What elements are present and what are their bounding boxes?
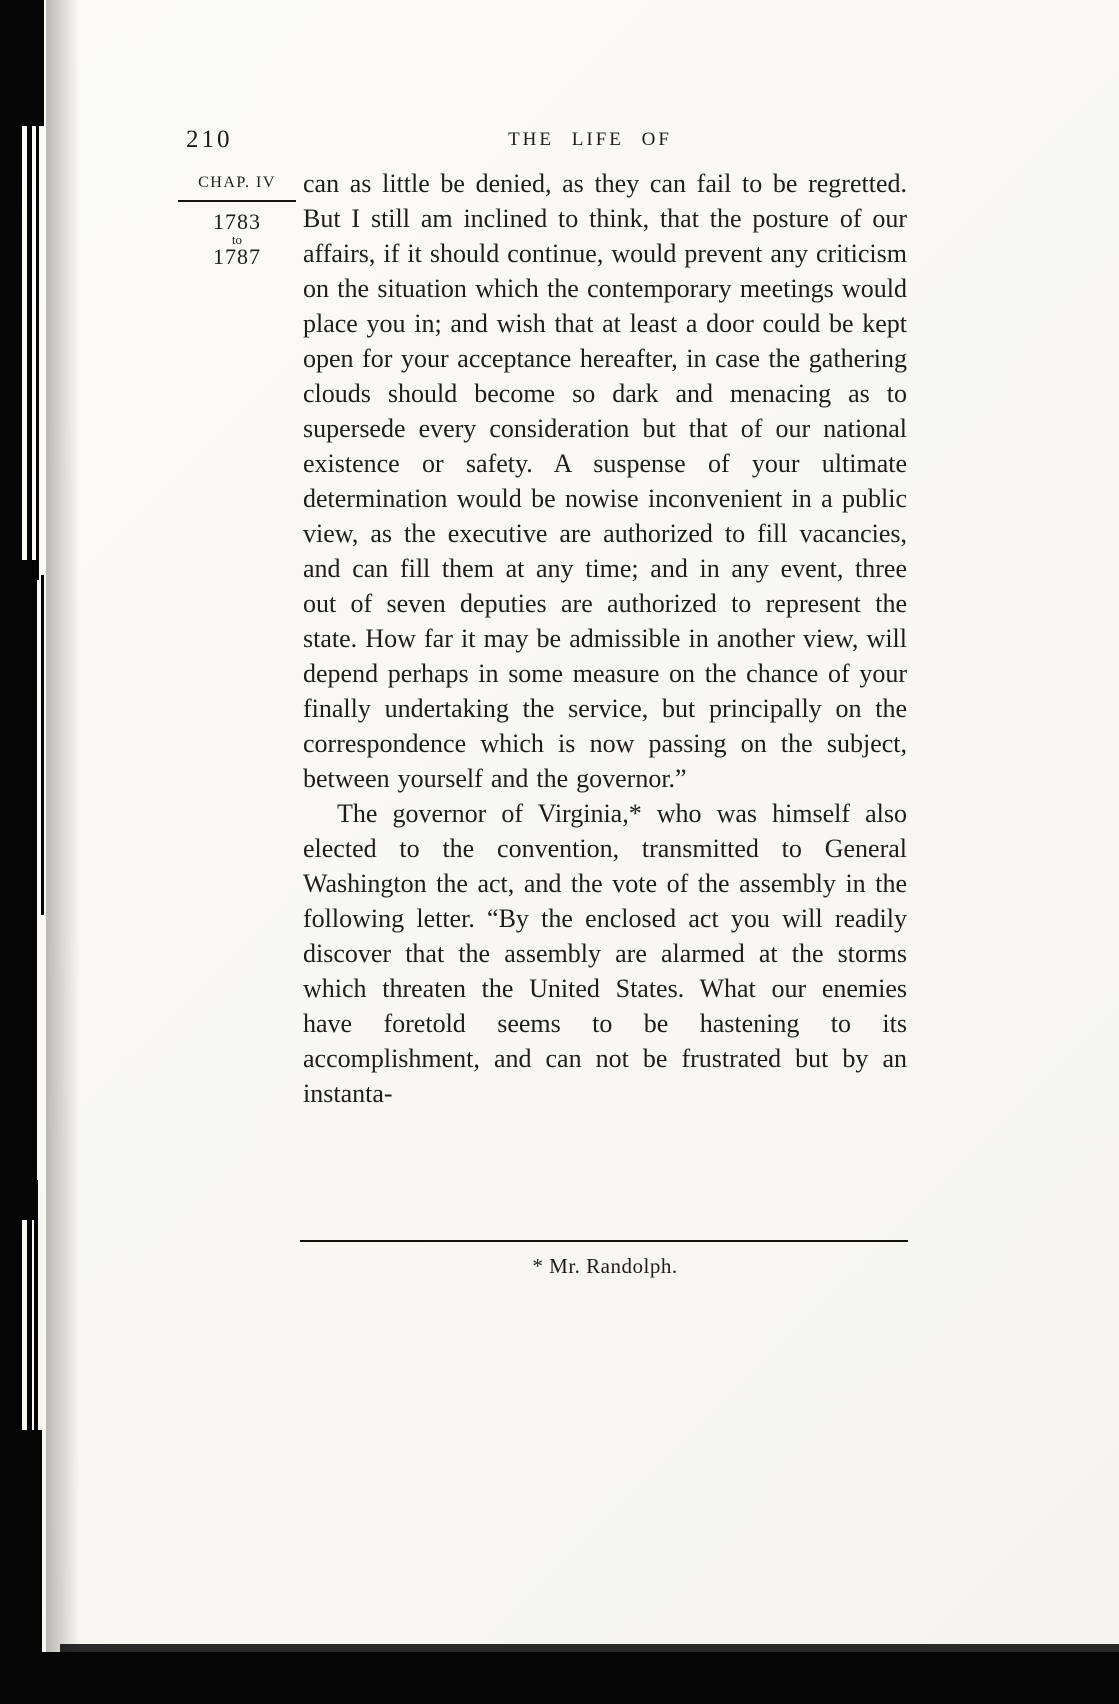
paragraph-2: The governor of Virginia,* who was himself also elected to the convention, transmitted to General Washington the act, and the vote of the assembly in the following letter. “By the enclosed act you will readily discover that the assembly are alarmed at the storms which threaten the United States. What our enemies have foretold seems to be hastening to its accomplishment, and can not be frustrated but by an instanta- xyxy=(303,799,907,1108)
running-header: THE LIFE OF xyxy=(508,129,672,150)
scan-artifact-top-corner xyxy=(22,0,44,126)
page-number: 210 xyxy=(186,126,233,153)
chapter-rule xyxy=(178,200,296,202)
footnote-rule xyxy=(300,1240,908,1242)
year-connector: to xyxy=(231,232,243,247)
margin-column xyxy=(178,174,296,269)
scan-artifact-left-band xyxy=(0,0,22,1704)
body-text xyxy=(303,166,907,1111)
footnote: * Mr. Randolph. xyxy=(532,1254,678,1278)
paragraph-1: can as little be denied, as they can fail to be regretted. But I still am inclined to think, that the posture of our affairs, if it should continue, would prevent any criticism on the situation which the contemporary meetings would place you in; and wish that at least a door could be kept open for your acceptance hereafter, in case the gathering clouds should become so dark and menacing as to supersede every consideration but that of our national existence or safety. A suspense of your ultimate determination would be nowise inconvenient in a public view, as the executive are authorized to fill vacancies, and can fill them at any time; and in any event, three out of seven deputies are authorized to represent the state. How far it may be admissible in another view, will depend perhaps in some measure on the chance of your finally undertaking the service, but principally on the correspondence which is now passing on the subject, between yourself and the governor.” xyxy=(303,169,907,793)
scan-artifact-stripe xyxy=(36,110,39,580)
scan-artifact-stripe xyxy=(41,575,44,915)
year-end: 1787 xyxy=(213,244,261,269)
scan-artifact-bottom-left xyxy=(22,1430,42,1704)
year-start: 1783 xyxy=(213,209,261,234)
binding-shadow xyxy=(46,0,80,1704)
chapter-label: CHAP. IV xyxy=(198,174,276,191)
scan-artifact-stripe xyxy=(22,560,37,1220)
scan-artifact-bottom-line xyxy=(60,1644,1119,1654)
scan-artifact-bottom-bar xyxy=(42,1652,1119,1704)
